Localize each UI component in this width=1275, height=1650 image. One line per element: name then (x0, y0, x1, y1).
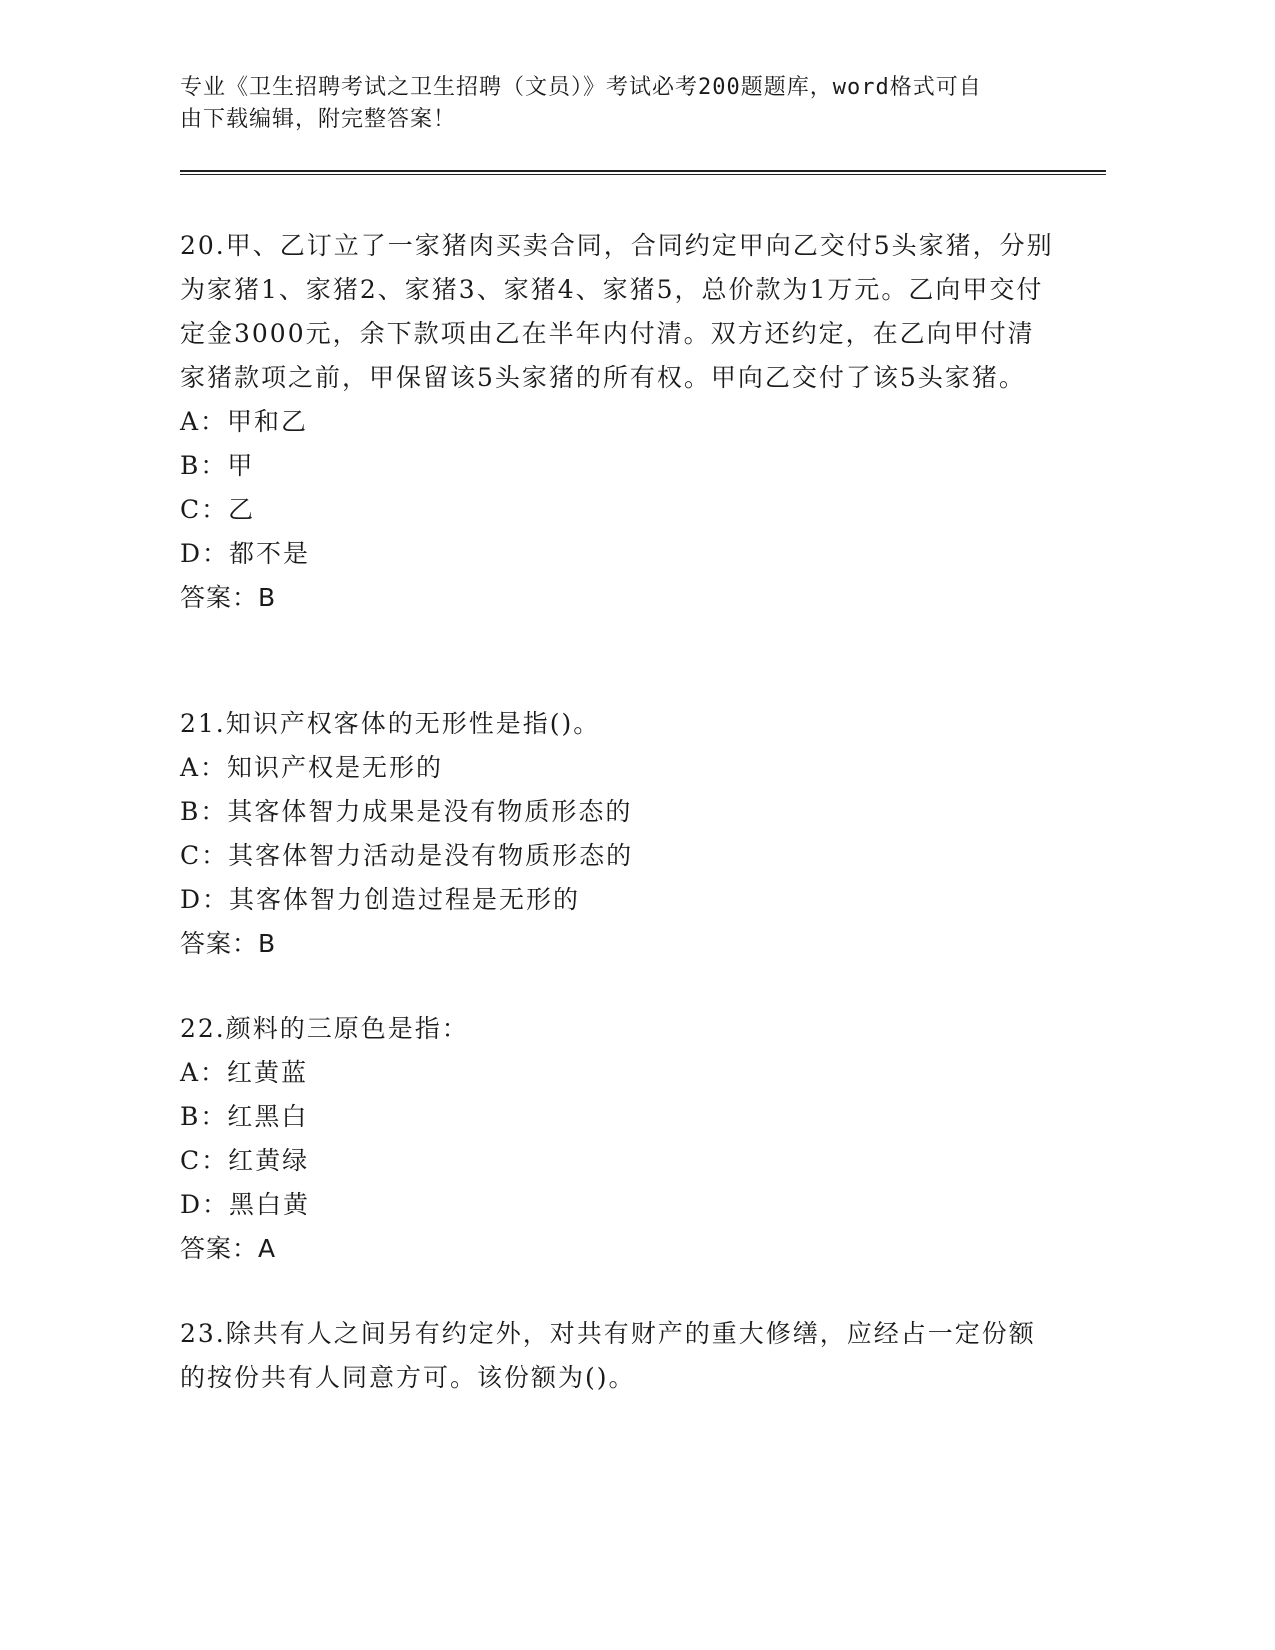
question-stem: 23.除共有人之间另有约定外，对共有财产的重大修缮，应经占一定份额的按份共有人同意方可。该份额为()。 (180, 1319, 1036, 1392)
option-b: B：红黑白 (180, 1102, 309, 1131)
question-stem: 21.知识产权客体的无形性是指()。 (180, 709, 601, 738)
option-d: D：黑白黄 (180, 1190, 311, 1219)
option-a: A：甲和乙 (180, 407, 309, 436)
header-line-2: 由下载编辑，附完整答案！ (180, 107, 457, 132)
option-c: C：乙 (180, 495, 256, 524)
option-a: A：知识产权是无形的 (180, 753, 444, 782)
answer: 答案：B (180, 929, 277, 958)
header-line-1: 专业《卫生招聘考试之卫生招聘（文员）》考试必考200题题库，word格式可自 (180, 75, 982, 100)
option-d: D：都不是 (180, 539, 311, 568)
answer: 答案：A (180, 1234, 277, 1263)
question-23 (180, 1312, 1060, 1400)
question-stem: 22.颜料的三原色是指： (180, 1014, 469, 1043)
option-b: B：甲 (180, 451, 255, 480)
question-20 (180, 224, 1060, 620)
option-a: A：红黄蓝 (180, 1058, 309, 1087)
question-21 (180, 702, 1060, 966)
option-c: C：红黄绿 (180, 1146, 310, 1175)
option-b: B：其客体智力成果是没有物质形态的 (180, 797, 633, 826)
answer: 答案：B (180, 583, 277, 612)
question-stem: 20.甲、乙订立了一家猪肉买卖合同，合同约定甲向乙交付5头家猪，分别为家猪1、家猪2、家猪3、家猪4、家猪5，总价款为1万元。乙向甲交付定金3000元，余下款项由乙在半年内付清。双方还约定，在乙向甲付清家猪款项之前，甲保留该5头家猪的所有权。甲向乙交付了该5头家猪。 (180, 231, 1054, 392)
document-header (180, 72, 1040, 136)
question-22 (180, 1007, 1060, 1271)
option-d: D：其客体智力创造过程是无形的 (180, 885, 581, 914)
option-c: C：其客体智力活动是没有物质形态的 (180, 841, 634, 870)
header-divider (180, 170, 1106, 175)
